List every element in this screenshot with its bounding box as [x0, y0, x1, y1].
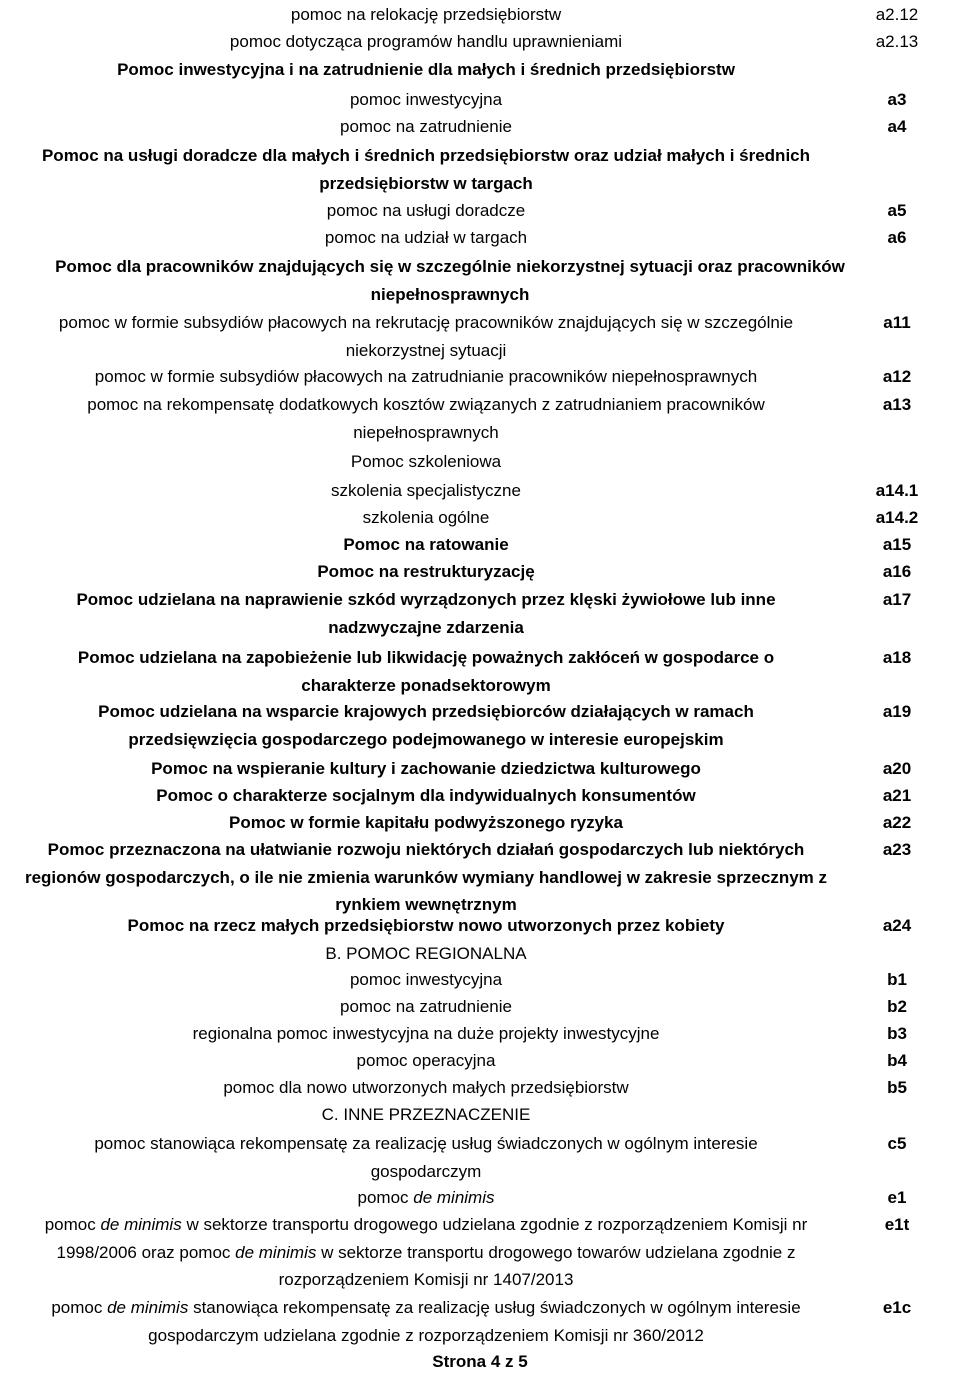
table-row — [0, 197, 960, 225]
row-code: a13 — [882, 395, 912, 414]
row-description: pomoc na udział w targach — [324, 228, 528, 247]
row-description: pomoc de minimis stanowiąca rekompensatę za realizację usług świadczonych w ogólnym interesie gospodarczym udzielana zgodnie z rozporządzeniem Komisji nr 360/2012 — [51, 1298, 801, 1345]
section-heading — [0, 56, 960, 84]
row-description: Pomoc na rzecz małych przedsiębiorstw nowo utworzonych przez kobiety — [127, 916, 725, 935]
row-code: b3 — [887, 1024, 907, 1043]
row-code: a11 — [883, 313, 911, 332]
row-code: a12 — [882, 367, 912, 386]
row-description: szkolenia specjalistyczne — [331, 481, 521, 500]
row-description: Pomoc udzielana na wsparcie krajowych przedsiębiorców działających w ramach przedsięwzięcia gospodarczego podejmowanego w interesie europejskim — [98, 702, 754, 749]
section-heading — [0, 253, 960, 308]
table-row — [0, 309, 960, 364]
table-row — [0, 836, 960, 919]
row-description: pomoc inwestycyjna — [349, 970, 503, 989]
row-description: pomoc dotycząca programów handlu uprawnieniami — [229, 32, 623, 51]
table-row — [0, 993, 960, 1021]
row-description: pomoc inwestycyjna — [349, 90, 503, 109]
row-description: Pomoc na restrukturyzację — [317, 562, 535, 581]
table-row — [0, 912, 960, 940]
table-row — [0, 1211, 960, 1294]
table-row — [0, 1020, 960, 1048]
table-row — [0, 782, 960, 810]
row-code: a4 — [887, 117, 907, 136]
row-description: pomoc stanowiąca rekompensatę za realizację usług świadczonych w ogólnym interesie gospodarczym — [94, 1134, 758, 1181]
row-description: Pomoc na wspieranie kultury i zachowanie dziedzictwa kulturowego — [151, 759, 701, 778]
row-description: Pomoc inwestycyjna i na zatrudnienie dla małych i średnich przedsiębiorstw — [117, 60, 735, 79]
row-description: pomoc w formie subsydiów płacowych na rekrutację pracowników znajdujących się w szczególnie niekorzystnej sytuacji — [58, 313, 794, 360]
table-row — [0, 698, 960, 753]
row-description: pomoc w formie subsydiów płacowych na zatrudnianie pracowników niepełnosprawnych — [94, 367, 758, 386]
table-row — [0, 1294, 960, 1349]
table-row — [0, 531, 960, 559]
table-row — [0, 1130, 960, 1185]
table-row — [0, 809, 960, 837]
table-row — [0, 1074, 960, 1102]
table-row — [0, 477, 960, 505]
row-description: C. INNE PRZEZNACZENIE — [321, 1105, 531, 1124]
table-row — [0, 391, 960, 446]
row-code: a20 — [882, 759, 912, 778]
row-code: e1 — [887, 1188, 907, 1207]
row-description: pomoc de minimis w sektorze transportu drogowego udzielana zgodnie z rozporządzeniem Komisji nr 1998/2006 oraz pomoc de minimis w sektorze transportu drogowego towarów udzielana zgodnie z rozporządzeniem Komisji nr 1407/2013 — [44, 1215, 808, 1289]
row-description: Pomoc w formie kapitału podwyższonego ryzyka — [229, 813, 623, 832]
row-code: a2.13 — [875, 32, 919, 51]
table-row — [0, 28, 960, 56]
row-code: a2.12 — [875, 5, 919, 24]
row-code: a15 — [882, 535, 912, 554]
table-row — [0, 558, 960, 586]
row-code: a14.2 — [875, 508, 919, 527]
row-code: a22 — [882, 813, 912, 832]
table-row — [0, 644, 960, 699]
row-code: a19 — [882, 702, 912, 721]
section-heading — [0, 1101, 960, 1129]
table-row — [0, 966, 960, 994]
row-description: regionalna pomoc inwestycyjna na duże projekty inwestycyjne — [192, 1024, 660, 1043]
table-row — [0, 1184, 960, 1212]
table-row — [0, 586, 960, 641]
row-code: a21 — [882, 786, 912, 805]
section-heading — [0, 940, 960, 968]
row-description: szkolenia ogólne — [362, 508, 490, 527]
row-code: e1t — [884, 1215, 910, 1234]
table-row — [0, 224, 960, 252]
row-description: Pomoc dla pracowników znajdujących się w szczególnie niekorzystnej sytuacji oraz pracowników niepełnosprawnych — [55, 257, 845, 304]
row-description: Pomoc szkoleniowa — [350, 452, 502, 471]
row-description: pomoc na rekompensatę dodatkowych kosztów związanych z zatrudnianiem pracowników niepełnosprawnych — [87, 395, 765, 442]
row-code: b1 — [887, 970, 907, 989]
row-description: pomoc dla nowo utworzonych małych przedsiębiorstw — [223, 1078, 629, 1097]
row-code: e1c — [882, 1298, 912, 1317]
row-code: b5 — [887, 1078, 907, 1097]
table-row — [0, 1, 960, 29]
row-code: a5 — [887, 201, 907, 220]
row-description: pomoc na usługi doradcze — [326, 201, 526, 220]
section-heading — [0, 142, 960, 197]
row-description: Pomoc na usługi doradcze dla małych i średnich przedsiębiorstw oraz udział małych i średnich przedsiębiorstw w targach — [41, 146, 811, 193]
table-row — [0, 363, 960, 391]
row-description: pomoc na zatrudnienie — [339, 117, 512, 136]
row-description: B. POMOC REGIONALNA — [325, 944, 527, 963]
row-description: Pomoc przeznaczona na ułatwianie rozwoju niektórych działań gospodarczych lub niektórych regionów gospodarczych, o ile nie zmienia warunków wymiany handlowej w zakresie sprzecznym z rynkiem wewnętrznym — [24, 840, 828, 914]
table-row — [0, 86, 960, 114]
row-code: a3 — [887, 90, 907, 109]
row-code: a18 — [882, 648, 912, 667]
table-row — [0, 1047, 960, 1075]
row-description: Pomoc udzielana na naprawienie szkód wyrządzonych przez klęski żywiołowe lub inne nadzwyczajne zdarzenia — [76, 590, 776, 637]
row-code: a24 — [882, 916, 912, 935]
row-code: a16 — [882, 562, 912, 581]
row-description: Pomoc na ratowanie — [343, 535, 509, 554]
row-code: b2 — [887, 997, 907, 1016]
row-code: b4 — [887, 1051, 907, 1070]
row-description: pomoc na zatrudnienie — [339, 997, 512, 1016]
row-description: Pomoc udzielana na zapobieżenie lub likwidację poważnych zakłóceń w gospodarce o charakterze ponadsektorowym — [77, 648, 775, 695]
section-heading — [0, 448, 960, 476]
table-row — [0, 755, 960, 783]
row-code: a17 — [882, 590, 912, 609]
row-description: pomoc operacyjna — [356, 1051, 496, 1070]
row-description: pomoc na relokację przedsiębiorstw — [290, 5, 562, 24]
table-row — [0, 504, 960, 532]
page-number: Strona 4 z 5 — [432, 1352, 528, 1371]
row-description: pomoc de minimis — [357, 1188, 495, 1207]
row-code: c5 — [887, 1134, 907, 1153]
row-code: a23 — [882, 840, 912, 859]
row-code: a6 — [887, 228, 907, 247]
row-code: a14.1 — [875, 481, 919, 500]
row-description: Pomoc o charakterze socjalnym dla indywidualnych konsumentów — [156, 786, 696, 805]
table-row — [0, 113, 960, 141]
